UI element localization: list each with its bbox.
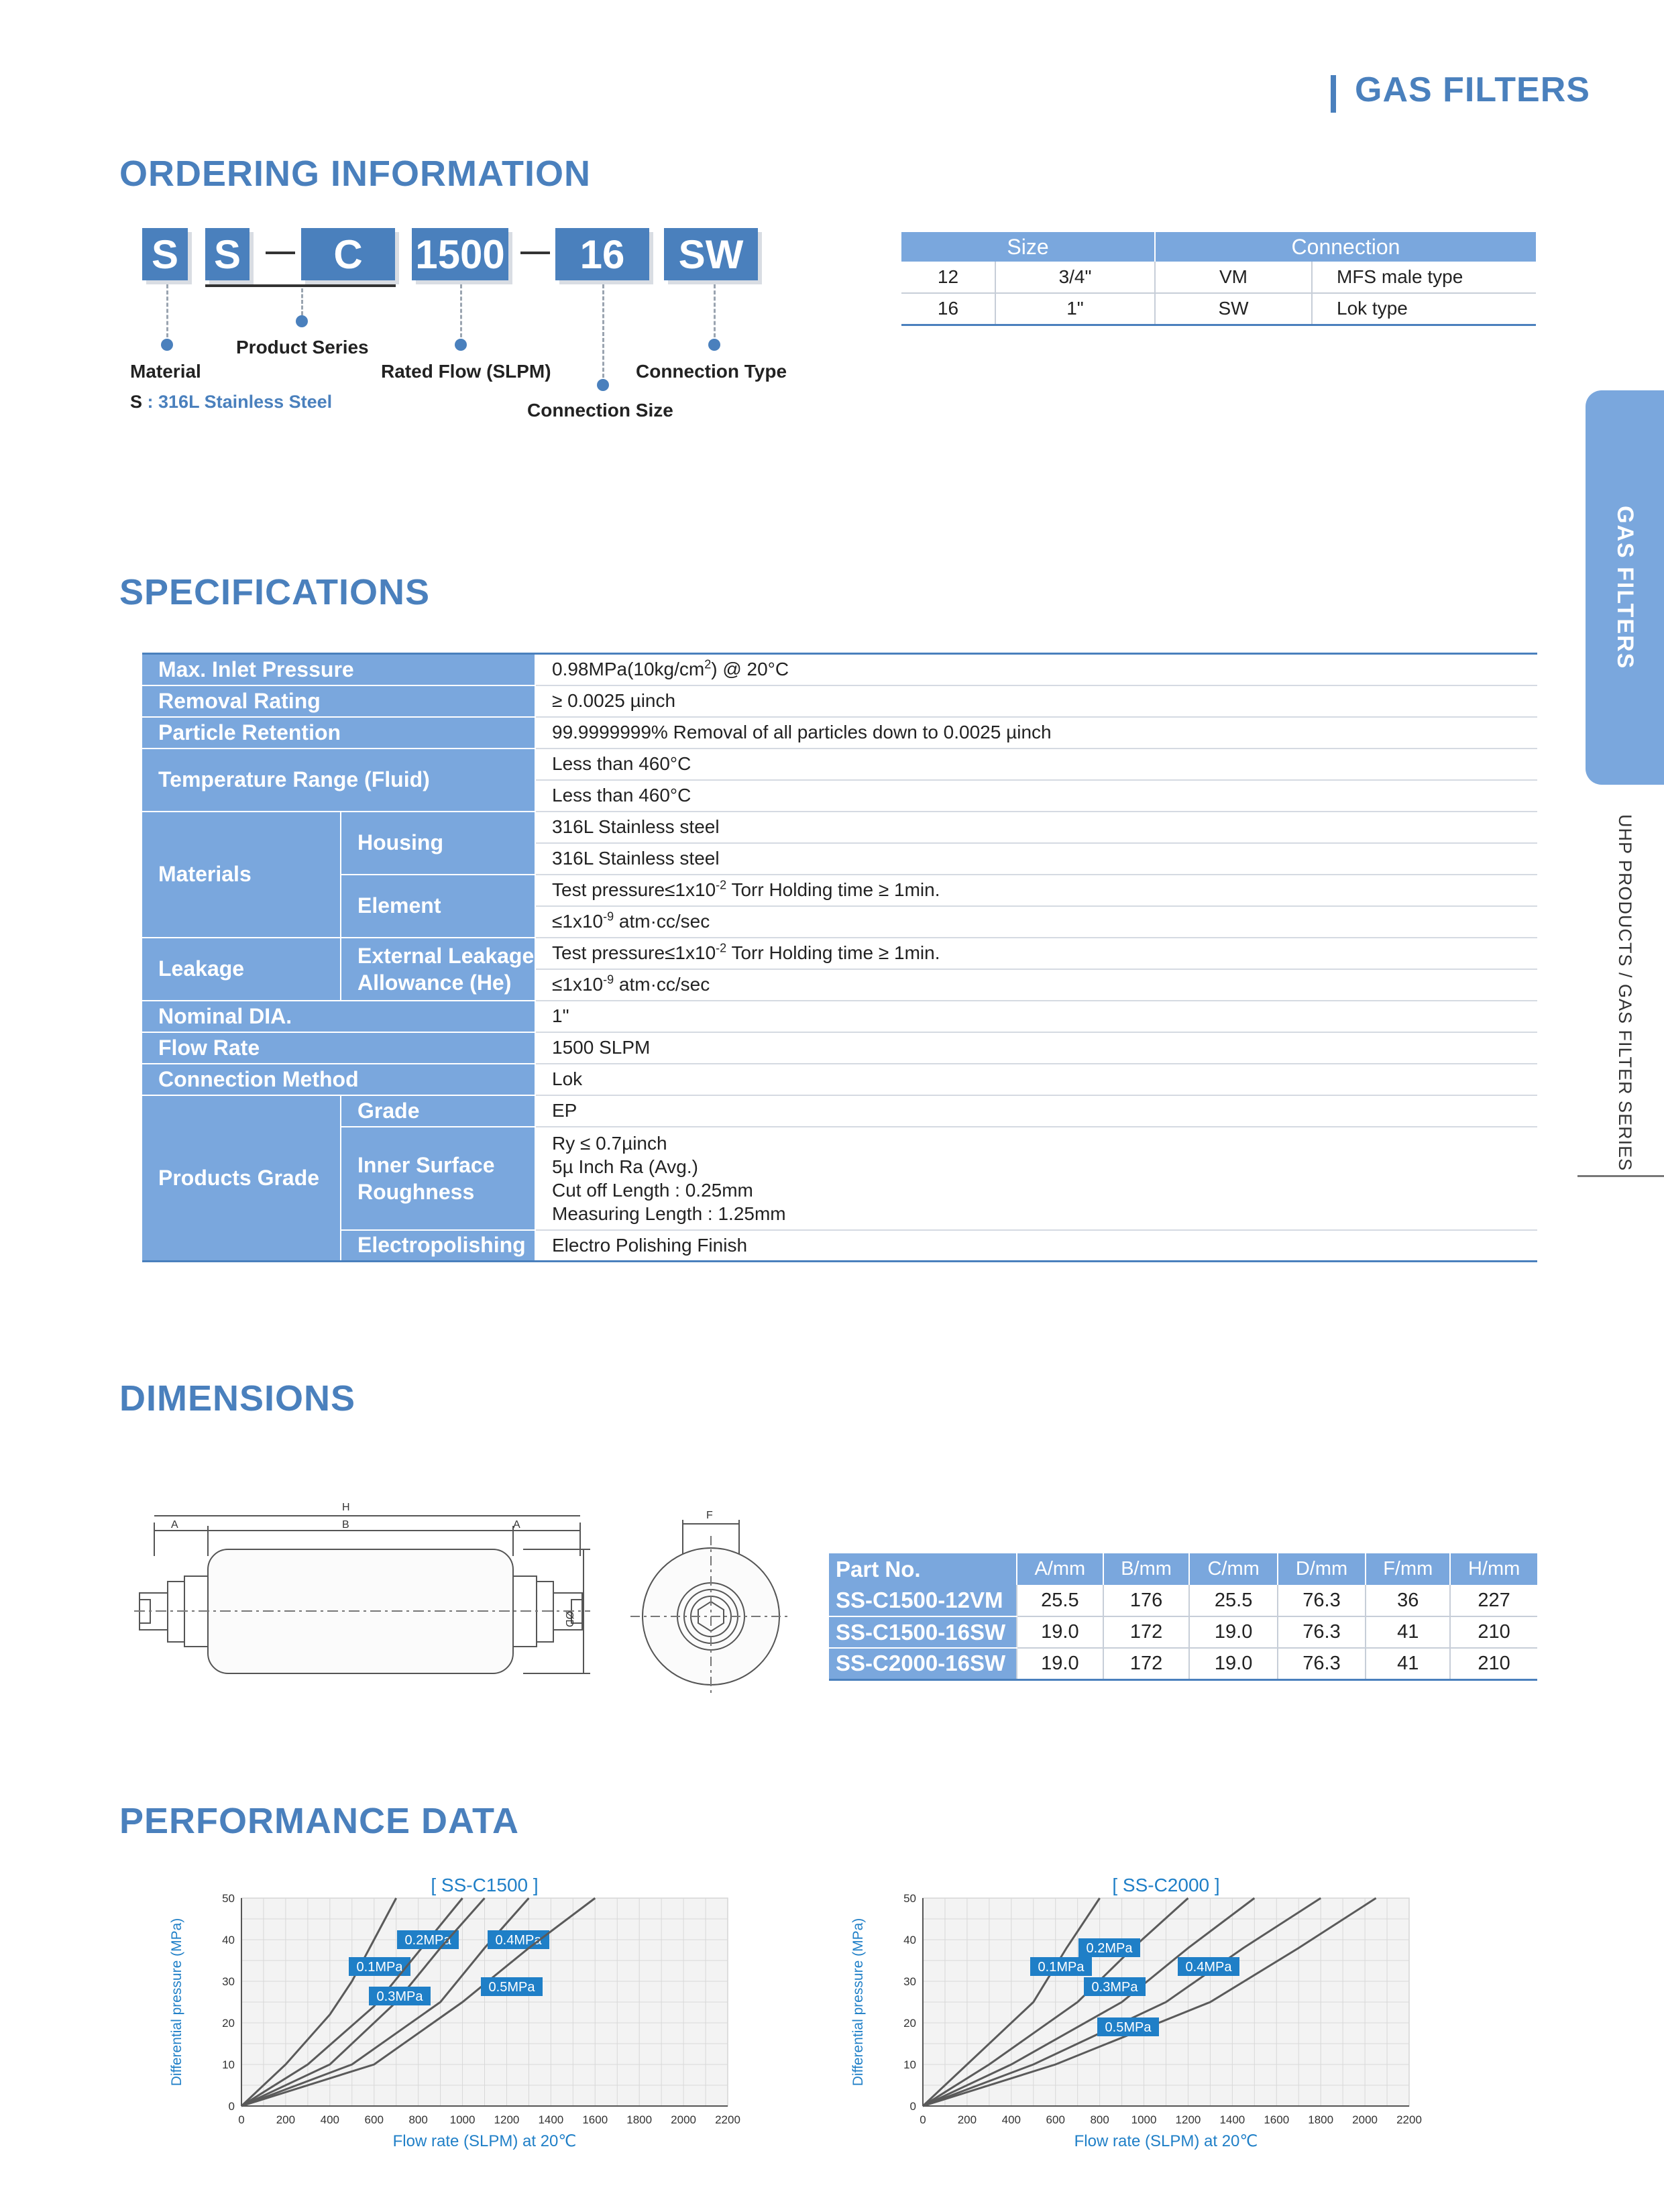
dash-separator: [266, 252, 295, 254]
y-tick-label: 30: [903, 1975, 916, 1988]
code-series-prefix: S: [205, 228, 249, 280]
size-code: 16: [901, 293, 995, 325]
series-label-text: 0.1MPa: [1038, 1960, 1085, 1975]
col-header: H/mm: [1450, 1553, 1537, 1585]
y-tick-label: 20: [222, 2017, 235, 2030]
series-label: [1084, 1977, 1146, 1996]
table-cell: 176: [1103, 1585, 1190, 1616]
x-tick-label: 1200: [1175, 2113, 1201, 2126]
col-header: C/mm: [1189, 1553, 1277, 1585]
part-number: SS-C1500-12VM: [829, 1585, 1017, 1616]
col-header: A/mm: [1017, 1553, 1103, 1585]
series-label-text: 0.5MPa: [1105, 2020, 1152, 2035]
table-row: [901, 262, 1536, 293]
code-material: S: [142, 228, 188, 280]
spec-label: Particle Retention: [142, 717, 535, 749]
y-axis-label: Differential pressure (MPa): [850, 1918, 866, 2087]
blank-cell: [1045, 780, 1537, 812]
x-tick-label: 1600: [1264, 2113, 1290, 2126]
spec-value: [535, 906, 1537, 938]
x-tick-label: 1800: [1308, 2113, 1334, 2126]
size-code: 12: [901, 262, 995, 293]
x-tick-label: 200: [276, 2113, 296, 2126]
spec-row: [142, 812, 1537, 843]
table-cell: 76.3: [1278, 1648, 1366, 1679]
part-number: SS-C2000-16SW: [829, 1648, 1017, 1679]
spec-value: 316L Stainless steel: [535, 812, 1045, 843]
table-row: [829, 1616, 1537, 1648]
value-text: Torr Holding time ≥ 1min.: [726, 879, 940, 901]
x-tick-label: 800: [1090, 2113, 1109, 2126]
table-cell: 19.0: [1189, 1616, 1277, 1648]
spec-row: [142, 749, 1537, 780]
col-header: D/mm: [1278, 1553, 1366, 1585]
leader-line: [602, 284, 604, 384]
spec-sublabel: Electropolishing: [341, 1230, 535, 1262]
series-label: [369, 1987, 431, 2005]
spec-value: [535, 1127, 1537, 1230]
value-sup: -9: [603, 973, 614, 987]
material-code: S: [130, 392, 143, 412]
series-label-text: 0.2MPa: [404, 1933, 451, 1948]
leader-line: [166, 284, 168, 343]
y-axis-label: Differential pressure (MPa): [169, 1918, 184, 2087]
table-cell: 19.0: [1017, 1616, 1103, 1648]
table-cell: 227: [1450, 1585, 1537, 1616]
y-tick-label: 40: [222, 1934, 235, 1946]
col-header: B/mm: [1103, 1553, 1190, 1585]
spec-label: Materials: [142, 812, 341, 938]
x-tick-label: 0: [238, 2113, 245, 2126]
x-axis-label: Flow rate (SLPM) at 20℃: [1074, 2132, 1258, 2150]
material-code-note: [130, 392, 332, 412]
value-text: ) @ 20°C: [711, 659, 789, 680]
x-tick-label: 1000: [449, 2113, 476, 2126]
value-text: atm·cc/sec: [614, 974, 710, 995]
x-tick-label: 200: [957, 2113, 977, 2126]
spec-value: Lok: [535, 1064, 1537, 1095]
spec-value: 1500 SLPM: [535, 1032, 1537, 1064]
connection-code: SW: [1155, 293, 1312, 325]
x-tick-label: 1200: [494, 2113, 520, 2126]
dim-label-a2: A: [513, 1519, 520, 1531]
table-row: [829, 1648, 1537, 1679]
series-label-text: 0.1MPa: [356, 1960, 403, 1975]
spec-sublabel: Inner Surface Roughness: [341, 1127, 535, 1230]
code-connection-type: SW: [664, 228, 758, 280]
material-desc: : 316L Stainless Steel: [147, 392, 333, 412]
series-label: [397, 1930, 459, 1949]
spec-row: [142, 875, 1537, 906]
spec-label: Temperature Range (Fluid): [142, 749, 535, 812]
size-value: 1": [995, 293, 1155, 325]
series-label-text: 0.5MPa: [488, 1980, 535, 1995]
y-tick-label: 30: [222, 1975, 235, 1988]
y-tick-label: 0: [228, 2100, 235, 2113]
size-connection-table: [901, 232, 1536, 326]
size-header: Size: [901, 232, 1155, 262]
table-row: [829, 1585, 1537, 1616]
table-cell: 76.3: [1278, 1616, 1366, 1648]
x-tick-label: 2000: [1352, 2113, 1378, 2126]
spec-label: Connection Method: [142, 1064, 535, 1095]
x-tick-label: 2000: [671, 2113, 697, 2126]
spec-row: [142, 1001, 1537, 1032]
x-tick-label: 2200: [715, 2113, 740, 2126]
dimensions-table: [829, 1553, 1537, 1681]
spec-value: 99.9999999% Removal of all particles down to 0.0025 µinch: [535, 717, 1537, 749]
spec-value: ≥ 0.0025 µinch: [535, 685, 1537, 717]
side-subtitle: [1586, 812, 1664, 1174]
table-cell: 41: [1366, 1648, 1450, 1679]
series-underline: [205, 284, 396, 287]
side-subtitle-text: UHP PRODUCTS / GAS FILTER SERIES: [1615, 814, 1635, 1172]
table-cell: 19.0: [1189, 1648, 1277, 1679]
series-label-text: 0.2MPa: [1086, 1941, 1133, 1956]
code-rated-flow: 1500: [412, 228, 508, 280]
spec-label: Leakage: [142, 938, 341, 1001]
spec-sublabel: Element: [341, 875, 535, 938]
spec-value: Less than 460°C: [535, 780, 1045, 812]
code-product-series: C: [301, 228, 395, 280]
table-cell: 210: [1450, 1648, 1537, 1679]
spec-label: Nominal DIA.: [142, 1001, 535, 1032]
x-tick-label: 400: [1001, 2113, 1021, 2126]
spec-row: [142, 654, 1537, 685]
connection-desc: MFS male type: [1312, 262, 1536, 293]
series-label-text: 0.3MPa: [376, 1989, 423, 2004]
leader-line: [460, 284, 462, 343]
spec-value: 1": [535, 1001, 1537, 1032]
x-tick-label: 1400: [538, 2113, 564, 2126]
header-bar: [1331, 75, 1336, 113]
x-axis-label: Flow rate (SLPM) at 20℃: [392, 2132, 577, 2150]
chart-ss-c2000: [829, 1871, 1433, 2153]
spec-row: [142, 1032, 1537, 1064]
y-tick-label: 50: [903, 1892, 916, 1905]
code-connection-size: 16: [555, 228, 649, 280]
value-text: ≤1x10: [552, 974, 604, 995]
table-cell: 172: [1103, 1616, 1190, 1648]
table-cell: 210: [1450, 1616, 1537, 1648]
y-tick-label: 0: [909, 2100, 916, 2113]
dash-separator: [520, 252, 550, 254]
connection-desc: Lok type: [1312, 293, 1536, 325]
chart-title: [ SS-C1500 ]: [431, 1875, 539, 1895]
leader-dot: [296, 315, 308, 327]
label-connection-type: Connection Type: [636, 361, 787, 382]
blank-cell: [1045, 749, 1537, 780]
x-tick-label: 1000: [1131, 2113, 1157, 2126]
leader-dot: [597, 379, 609, 391]
spec-row: [142, 1095, 1537, 1127]
col-header: F/mm: [1366, 1553, 1450, 1585]
series-label: [481, 1977, 543, 1996]
dim-label-h: H: [342, 1502, 350, 1513]
table-cell: 19.0: [1017, 1648, 1103, 1679]
series-label: [1030, 1957, 1092, 1976]
table-row: [901, 293, 1536, 325]
x-tick-label: 800: [408, 2113, 428, 2126]
spec-value: [535, 654, 1537, 685]
ordering-section-title: ORDERING INFORMATION: [119, 154, 591, 194]
series-label-text: 0.4MPa: [495, 1933, 542, 1948]
leader-dot: [708, 339, 720, 351]
table-cell: 76.3: [1278, 1585, 1366, 1616]
connection-header: Connection: [1155, 232, 1536, 262]
x-tick-label: 1600: [582, 2113, 608, 2126]
spec-row: [142, 685, 1537, 717]
spec-value: [535, 938, 1537, 969]
side-divider: [1577, 1175, 1664, 1177]
x-tick-label: 2200: [1396, 2113, 1422, 2126]
spec-value: EP: [535, 1095, 1537, 1127]
label-product-series: Product Series: [236, 337, 369, 357]
x-tick-label: 600: [1046, 2113, 1065, 2126]
x-tick-label: 600: [364, 2113, 384, 2126]
spec-row: [142, 717, 1537, 749]
y-tick-label: 10: [903, 2058, 916, 2071]
value-text: ≤1x10: [552, 911, 604, 932]
x-tick-label: 0: [920, 2113, 926, 2126]
table-cell: 36: [1366, 1585, 1450, 1616]
y-tick-label: 20: [903, 2017, 916, 2030]
chart-ss-c1500: [148, 1871, 751, 2153]
leader-line: [301, 288, 303, 315]
spec-row: [142, 1127, 1537, 1230]
value-text: Test pressure≤1x10: [552, 942, 716, 964]
table-cell: 41: [1366, 1616, 1450, 1648]
value-text: atm·cc/sec: [614, 911, 710, 932]
spec-value: Less than 460°C: [535, 749, 1045, 780]
specifications-section-title: SPECIFICATIONS: [119, 572, 431, 612]
series-label-text: 0.4MPa: [1185, 1960, 1232, 1975]
blank-cell: [1045, 812, 1537, 843]
spec-value: 316L Stainless steel: [535, 843, 1045, 875]
y-tick-label: 10: [222, 2058, 235, 2071]
spec-sublabel: Housing: [341, 812, 535, 875]
filter-end-drawing: [630, 1509, 791, 1697]
spec-row: [142, 1064, 1537, 1095]
y-tick-label: 40: [903, 1934, 916, 1946]
label-connection-size: Connection Size: [527, 400, 673, 421]
part-number: SS-C1500-16SW: [829, 1616, 1017, 1648]
x-tick-label: 400: [320, 2113, 340, 2126]
table-cell: 25.5: [1017, 1585, 1103, 1616]
filter-side-drawing: [121, 1496, 590, 1697]
label-material: Material: [130, 361, 201, 382]
blank-cell: [1045, 843, 1537, 875]
value-sup: -2: [716, 878, 727, 892]
specifications-table: [142, 653, 1537, 1262]
spec-row: [142, 1230, 1537, 1262]
series-label: [1178, 1957, 1239, 1976]
dim-label-b: B: [342, 1519, 349, 1531]
page-header-title: GAS FILTERS: [1355, 70, 1590, 109]
col-header: Part No.: [829, 1553, 1017, 1585]
spec-label: Products Grade: [142, 1095, 341, 1262]
roughness-line: Measuring Length : 1.25mm: [552, 1203, 786, 1224]
series-label: [1078, 1938, 1140, 1957]
leader-dot: [455, 339, 467, 351]
chart-title: [ SS-C2000 ]: [1112, 1875, 1220, 1895]
value-text: Torr Holding time ≥ 1min.: [726, 942, 940, 964]
connection-code: VM: [1155, 262, 1312, 293]
spec-value: [535, 969, 1537, 1001]
spec-value: Electro Polishing Finish: [535, 1230, 1537, 1262]
value-text: 0.98MPa(10kg/cm: [552, 659, 705, 680]
roughness-line: 5µ Inch Ra (Avg.): [552, 1156, 698, 1177]
dim-label-a: A: [171, 1519, 178, 1531]
value-sup: -9: [603, 909, 614, 924]
spec-sublabel: Grade: [341, 1095, 535, 1127]
side-tab-title: GAS FILTERS: [1612, 505, 1638, 670]
table-cell: 25.5: [1189, 1585, 1277, 1616]
leader-line: [714, 284, 716, 343]
label-rated-flow: Rated Flow (SLPM): [381, 361, 551, 382]
value-sup: -2: [716, 941, 727, 955]
dim-label-f: F: [706, 1510, 713, 1521]
spec-value: [535, 875, 1537, 906]
spec-label: Removal Rating: [142, 685, 535, 717]
value-text: Test pressure≤1x10: [552, 879, 716, 901]
roughness-line: Ry ≤ 0.7µinch: [552, 1132, 667, 1154]
spec-label: Flow Rate: [142, 1032, 535, 1064]
roughness-line: Cut off Length : 0.25mm: [552, 1179, 753, 1201]
series-label: [1097, 2017, 1159, 2036]
spec-sublabel: External Leakage Allowance (He): [341, 938, 535, 1001]
dimensions-section-title: DIMENSIONS: [119, 1378, 356, 1419]
table-cell: 172: [1103, 1648, 1190, 1679]
x-tick-label: 1800: [626, 2113, 653, 2126]
dim-label-d: ØD: [563, 1611, 575, 1627]
size-value: 3/4": [995, 262, 1155, 293]
spec-label: Max. Inlet Pressure: [142, 654, 535, 685]
x-tick-label: 1400: [1219, 2113, 1245, 2126]
y-tick-label: 50: [222, 1892, 235, 1905]
side-tab-label: [1586, 390, 1664, 785]
value-sup: 2: [704, 658, 712, 672]
leader-dot: [161, 339, 173, 351]
performance-section-title: PERFORMANCE DATA: [119, 1801, 519, 1841]
series-label-text: 0.3MPa: [1091, 1980, 1138, 1995]
spec-row: [142, 938, 1537, 969]
